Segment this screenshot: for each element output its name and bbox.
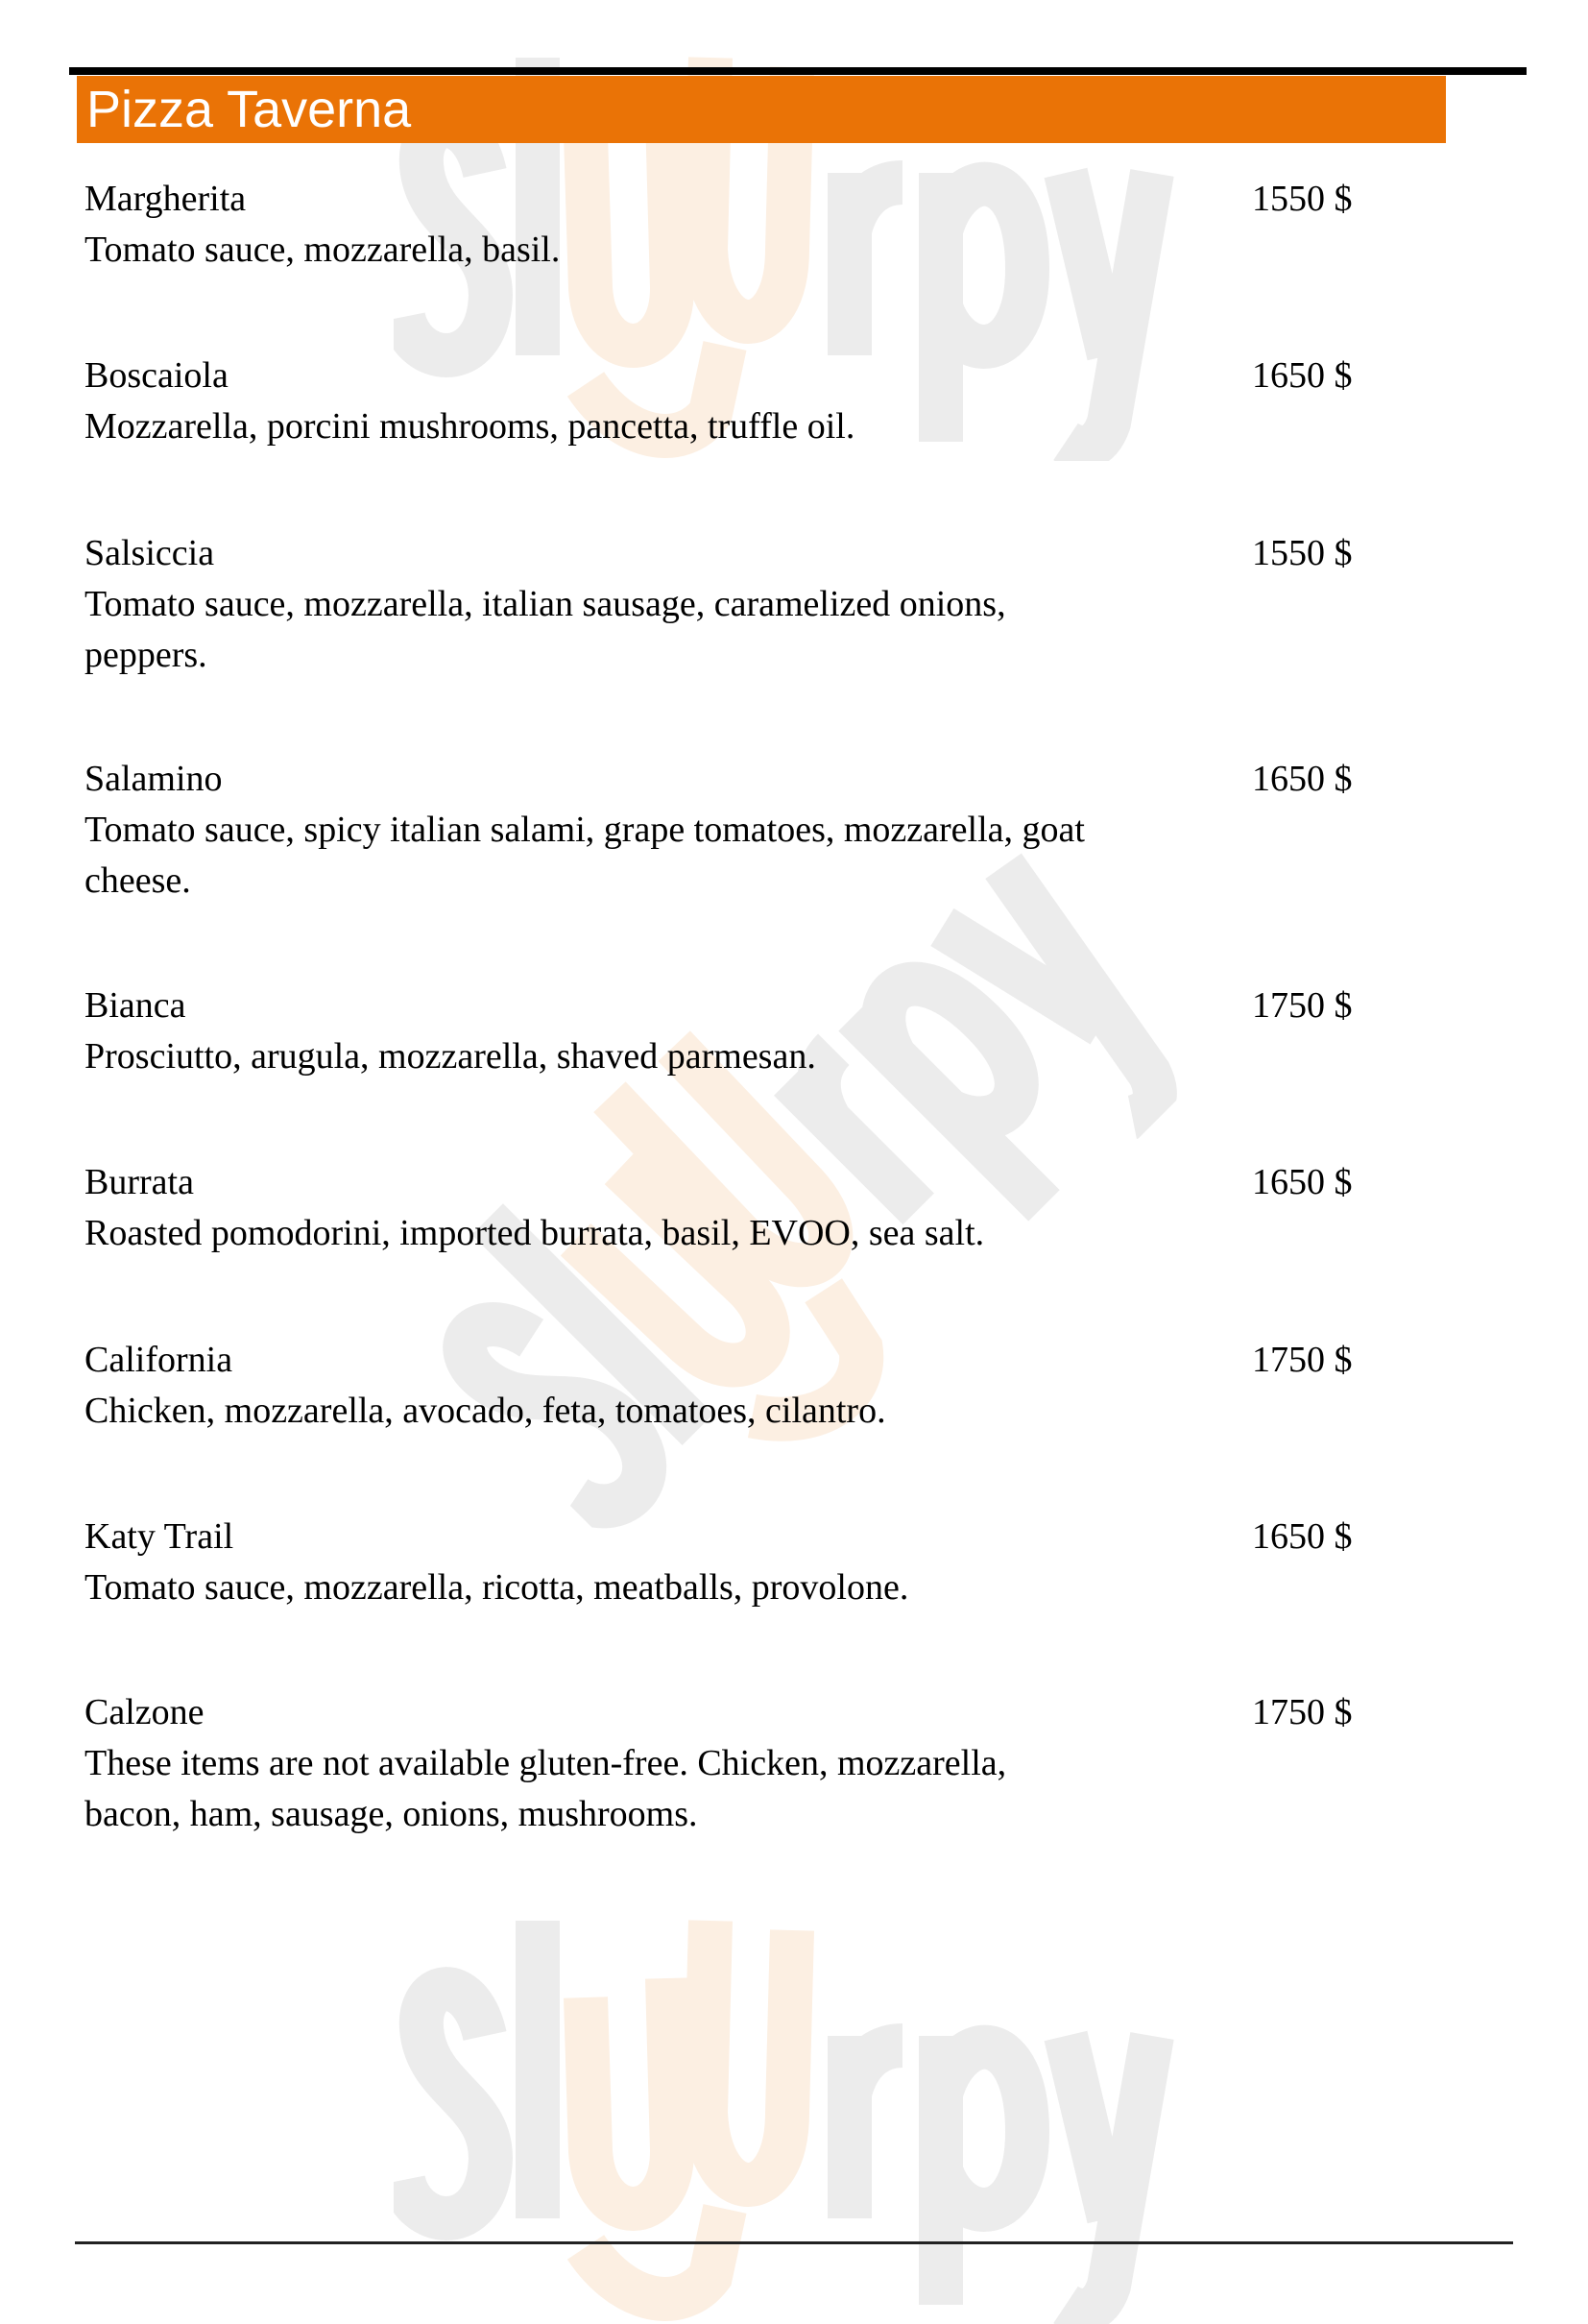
menu-item (84, 1512, 1429, 1613)
item-price: 1750 $ (1252, 1340, 1353, 1380)
top-rule (69, 67, 1527, 75)
item-description: peppers. (84, 635, 207, 675)
item-description: These items are not available gluten-free. Chicken, mozzarella, (84, 1743, 1007, 1783)
menu-item (84, 754, 1429, 907)
item-name: Katy Trail (84, 1516, 234, 1557)
item-description: Tomato sauce, mozzarella, italian sausage, caramelized onions, (84, 584, 1006, 624)
menu-item (84, 351, 1429, 452)
item-name: Burrata (84, 1162, 194, 1202)
item-description: Tomato sauce, mozzarella, basil. (84, 230, 561, 270)
item-description: cheese. (84, 860, 191, 901)
item-description: Mozzarella, porcini mushrooms, pancetta, truffle oil. (84, 406, 855, 447)
item-price: 1650 $ (1252, 759, 1353, 799)
menu-item (84, 1335, 1429, 1437)
menu-item (84, 528, 1429, 681)
item-name: California (84, 1340, 233, 1380)
menu-item (84, 1157, 1429, 1259)
item-price: 1550 $ (1252, 533, 1353, 573)
item-description: Prosciutto, arugula, mozzarella, shaved parmesan. (84, 1036, 816, 1077)
item-price: 1650 $ (1252, 1516, 1353, 1557)
item-price: 1650 $ (1252, 1162, 1353, 1202)
section-title: Pizza Taverna (86, 81, 412, 138)
item-name: Bianca (84, 985, 186, 1026)
item-name: Salsiccia (84, 533, 215, 573)
item-price: 1750 $ (1252, 1692, 1353, 1732)
watermark-logo (394, 1901, 1200, 2324)
item-price: 1550 $ (1252, 179, 1353, 219)
bottom-rule (75, 2241, 1513, 2244)
menu-item (84, 980, 1429, 1082)
item-price: 1650 $ (1252, 355, 1353, 396)
item-name: Salamino (84, 759, 223, 799)
menu-item (84, 174, 1429, 276)
menu-item (84, 1687, 1429, 1840)
section-header (77, 76, 1446, 143)
item-description: Tomato sauce, mozzarella, ricotta, meatballs, provolone. (84, 1567, 909, 1608)
item-description: Roasted pomodorini, imported burrata, basil, EVOO, sea salt. (84, 1213, 985, 1253)
item-name: Calzone (84, 1692, 205, 1732)
item-description: Chicken, mozzarella, avocado, feta, tomatoes, cilantro. (84, 1391, 886, 1431)
item-description: Tomato sauce, spicy italian salami, grape tomatoes, mozzarella, goat (84, 810, 1085, 850)
item-description: bacon, ham, sausage, onions, mushrooms. (84, 1794, 698, 1834)
item-name: Margherita (84, 179, 247, 219)
item-price: 1750 $ (1252, 985, 1353, 1026)
item-name: Boscaiola (84, 355, 229, 396)
